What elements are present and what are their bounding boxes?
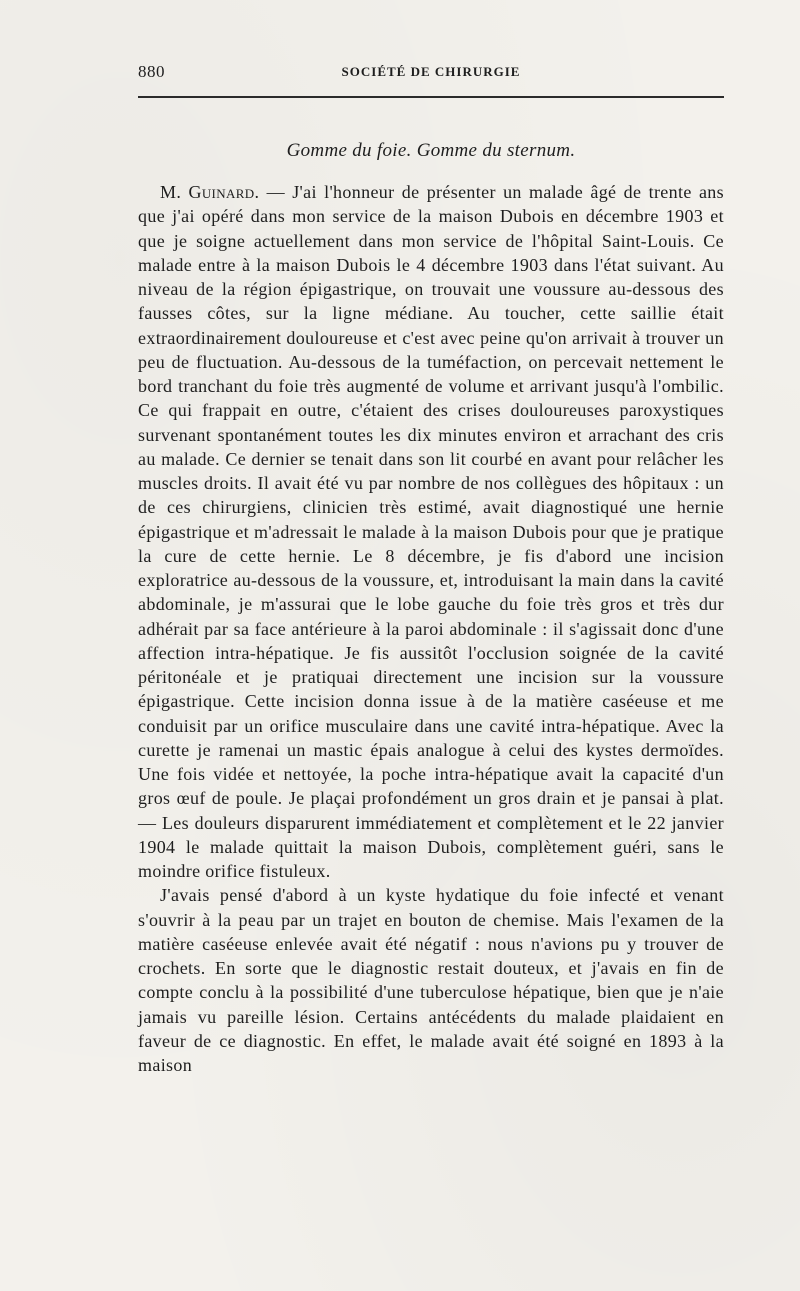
body-text	[138, 180, 724, 1077]
paragraph-2	[138, 883, 724, 1077]
paragraph-2-text: J'avais pensé d'abord à un kyste hydatique du foie infecté et venant s'ouvrir à la peau par un trajet en bouton de chemise. Mais l'examen de la matière caséeuse enlevée avait été négatif : nous n'avions pu y trouver de crochets. En sorte que le diagnostic restait douteux, et j'avais en fin de compte conclu à la possibilité d'une tuberculose hépatique, bien que je n'aie jamais vu pareille lésion. Certains antécédents du malade plaidaient en faveur de ce diagnostic. En effet, le malade avait été soigné en 1893 à la maison	[138, 885, 724, 1075]
paragraph-1	[138, 180, 724, 883]
paragraph-1-text: — J'ai l'honneur de présenter un malade âgé de trente ans que j'ai opéré dans mon service de la maison Dubois en décembre 1903 et que je soigne actuellement dans mon service de l'hôpital Saint-Louis. Ce malade entre à la maison Dubois le 4 décembre 1903 dans l'état suivant. Au niveau de la région épigastrique, on trouvait une voussure au-dessous des fausses côtes, sur la ligne médiane. Au toucher, cette saillie était extraordinairement douloureuse et c'est avec peine qu'on arrivait à trouver un peu de fluctuation. Au-dessous de la tuméfaction, on percevait nettement le bord tranchant du foie très augmenté de volume et arrivant jusqu'à l'ombilic. Ce qui frappait en outre, c'étaient des crises douloureuses paroxystiques survenant spontanément toutes les dix minutes environ et arrachant des cris au malade. Ce dernier se tenait dans son lit courbé en avant pour relâcher les muscles droits. Il avait été vu par nombre de nos collègues des hôpitaux : un de ces chirurgiens, clinicien très estimé, avait diagnostiqué une hernie épigastrique et m'adressait le malade à la maison Dubois pour que je pratique la cure de cette hernie. Le 8 décembre, je fis d'abord une incision exploratrice au-dessous de la voussure, et, introduisant la main dans la cavité abdominale, je m'assurai que le lobe gauche du foie très gros et très dur adhérait par sa face antérieure à la paroi abdominale : il s'agissait donc d'une affection intra-hépatique. Je fis aussitôt l'occlusion soignée de la cavité péritonéale et je pratiquai directement une incision sur la voussure épigastrique. Cette incision donna issue à de la matière caséeuse et me conduisit par un orifice musculaire dans une cavité intra-hépatique. Avec la curette je ramenai un mastic épais analogue à celui des kystes dermoïdes. Une fois vidée et nettoyée, la poche intra-hépatique avait la capacité d'un gros œuf de poule. Je plaçai profondément un gros drain et je pansai à plat. — Les douleurs disparurent immédiatement et complètement et le 22 janvier 1904 le malade quittait la maison Dubois, complètement guéri, sans le moindre orifice fistuleux.	[138, 182, 724, 881]
journal-title: SOCIÉTÉ DE CHIRURGIE	[341, 64, 521, 79]
section-title: Gomme du foie. Gomme du sternum.	[286, 140, 576, 161]
page-number: 880	[138, 62, 165, 81]
header-rule	[138, 96, 724, 98]
running-head	[138, 62, 724, 82]
speaker-name: M. Guinard.	[160, 182, 260, 202]
